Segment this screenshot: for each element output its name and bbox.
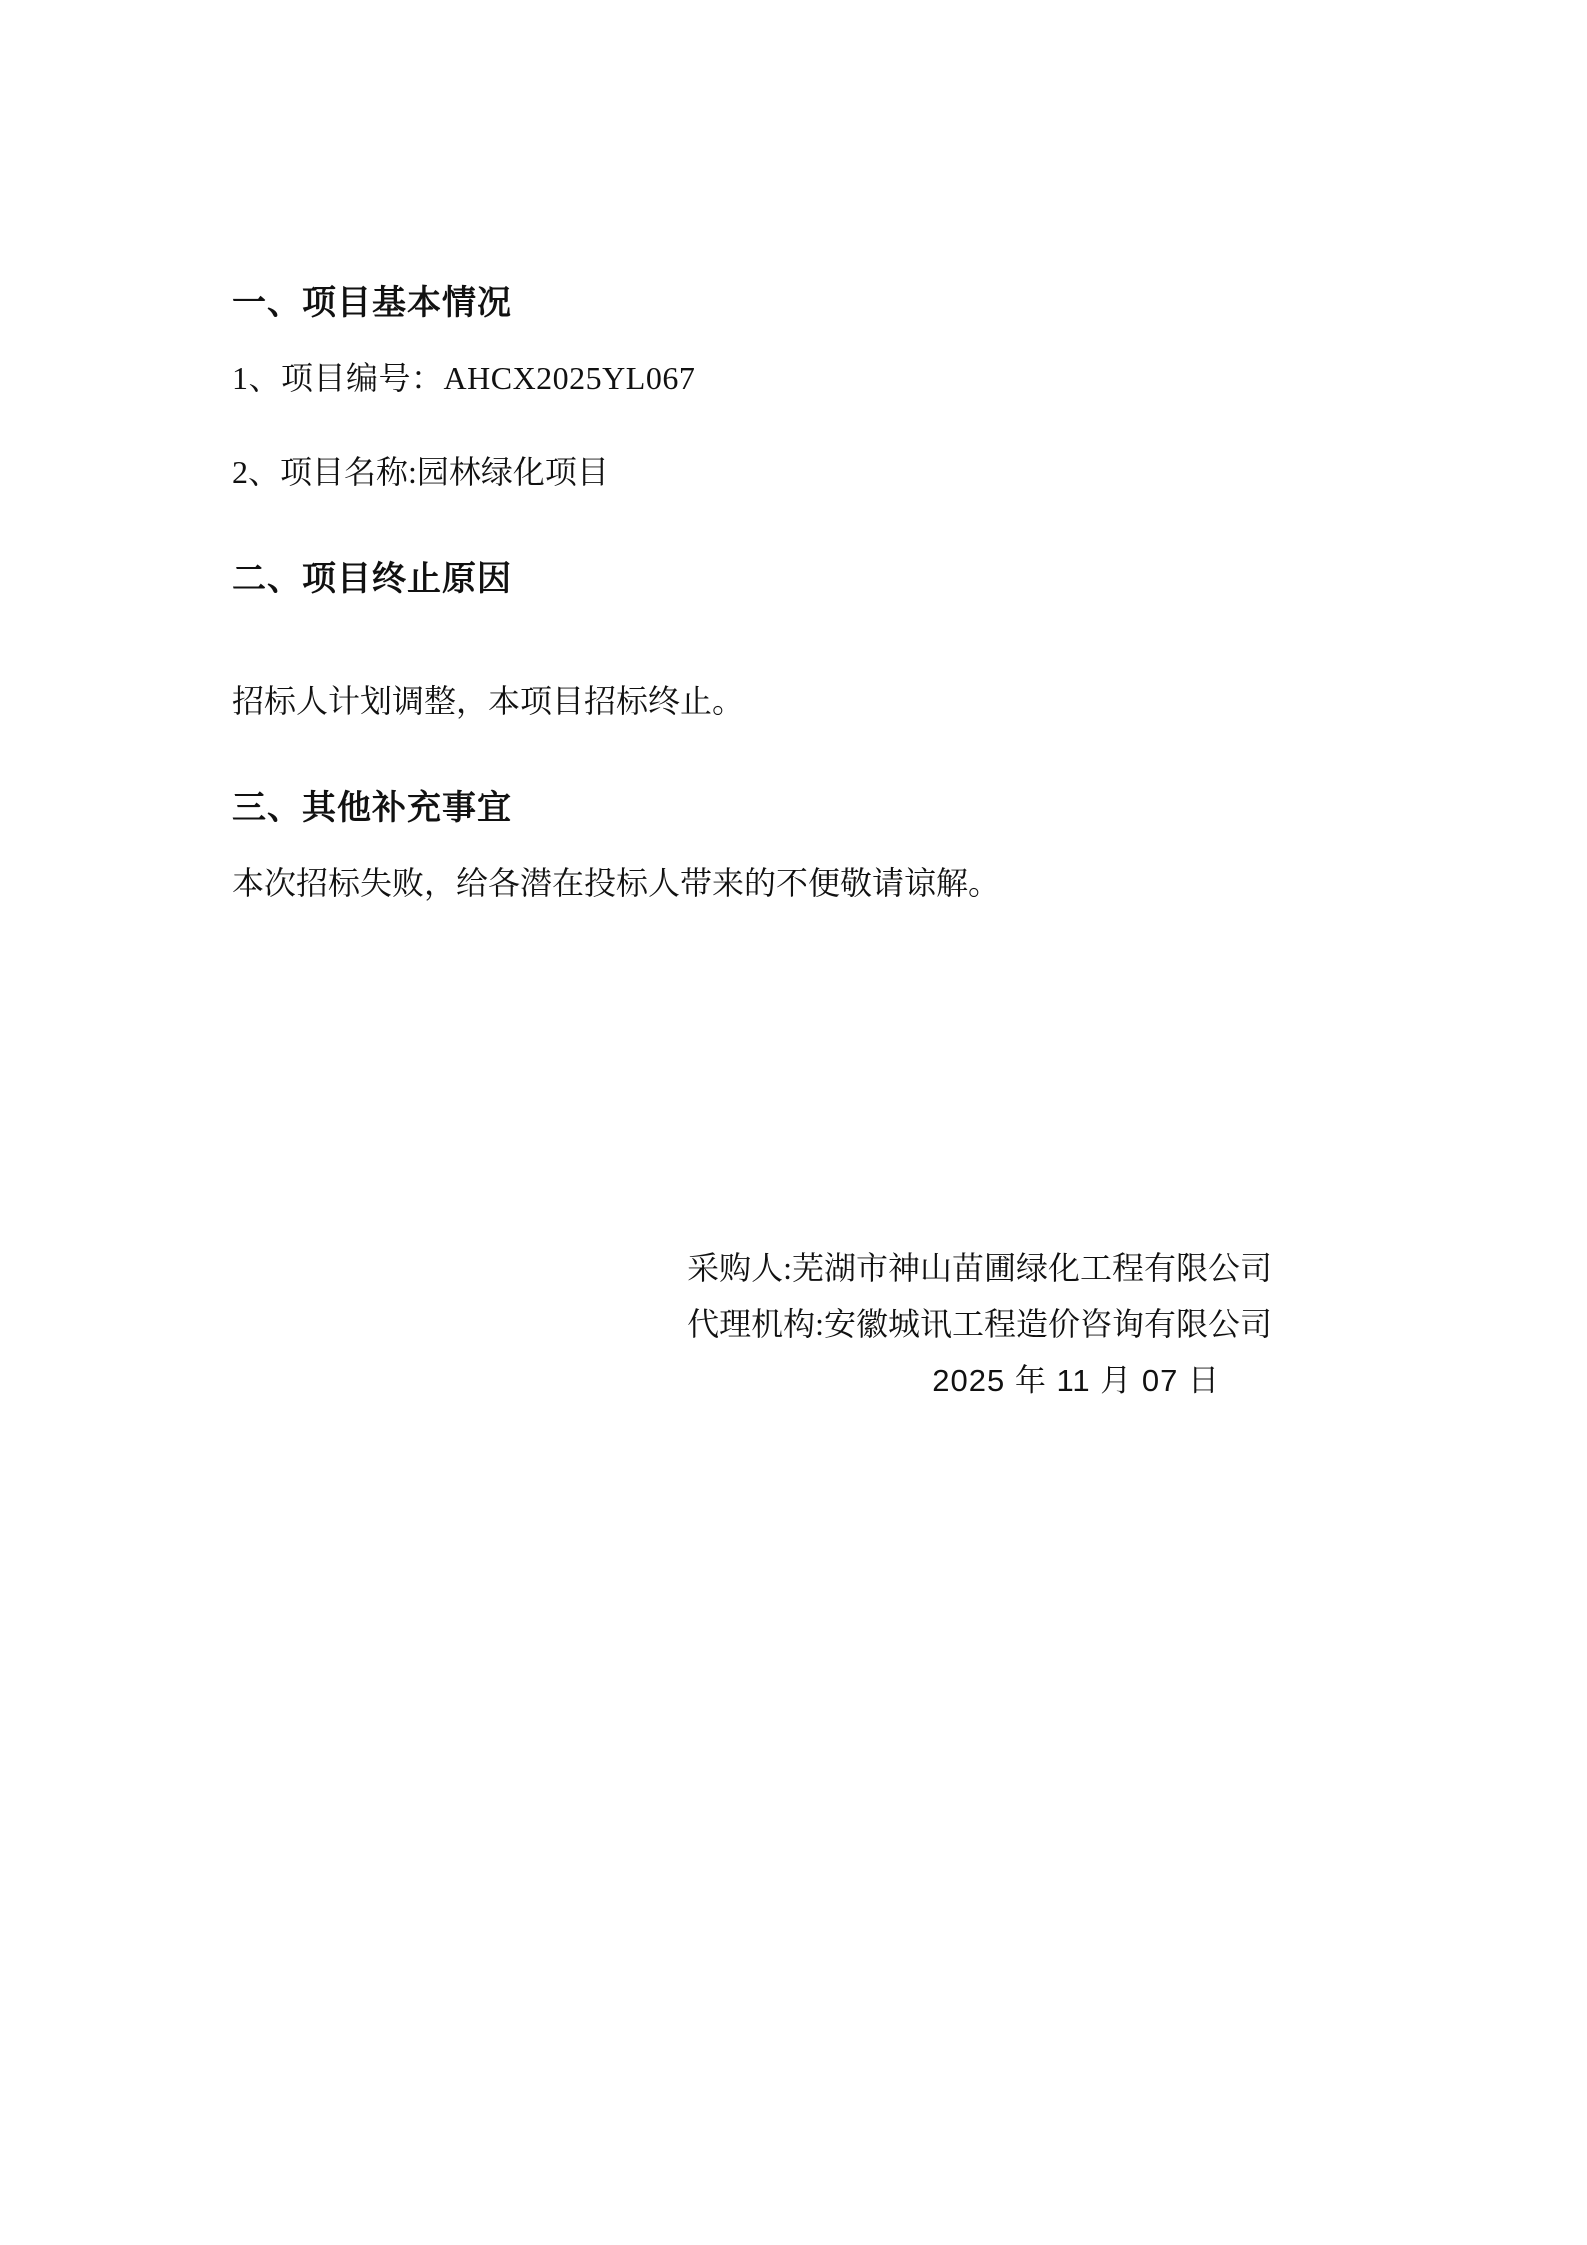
spacer xyxy=(232,833,1352,859)
project-name-line: 2、项目名称:园林绿化项目 xyxy=(232,453,609,490)
spacer xyxy=(232,725,1352,785)
document-body xyxy=(232,280,1352,907)
spacer xyxy=(232,402,1352,448)
agency-line: 代理机构:安徽城讯工程造价咨询有限公司 xyxy=(687,1306,1272,1342)
section-heading-termination-reason: 二、项目终止原因 xyxy=(232,560,512,598)
section-heading-other-matters: 三、其他补充事宜 xyxy=(232,790,512,828)
project-number-line: 1、项目编号：AHCX2025YL067 xyxy=(232,359,696,396)
termination-reason-line: 招标人计划调整，本项目招标终止。 xyxy=(232,683,745,720)
spacer xyxy=(232,603,1352,677)
purchaser-line: 采购人:芜湖市神山苗圃绿化工程有限公司 xyxy=(687,1250,1272,1286)
spacer xyxy=(232,328,1352,354)
other-matters-line: 本次招标失败，给各潜在投标人带来的不便敬请谅解。 xyxy=(232,864,1001,901)
spacer xyxy=(232,496,1352,556)
section-heading-project-info: 一、项目基本情况 xyxy=(232,285,512,322)
date-line: 2025 年 11 月 07 日 xyxy=(932,1363,1220,1398)
signature-block xyxy=(232,1240,1352,1411)
